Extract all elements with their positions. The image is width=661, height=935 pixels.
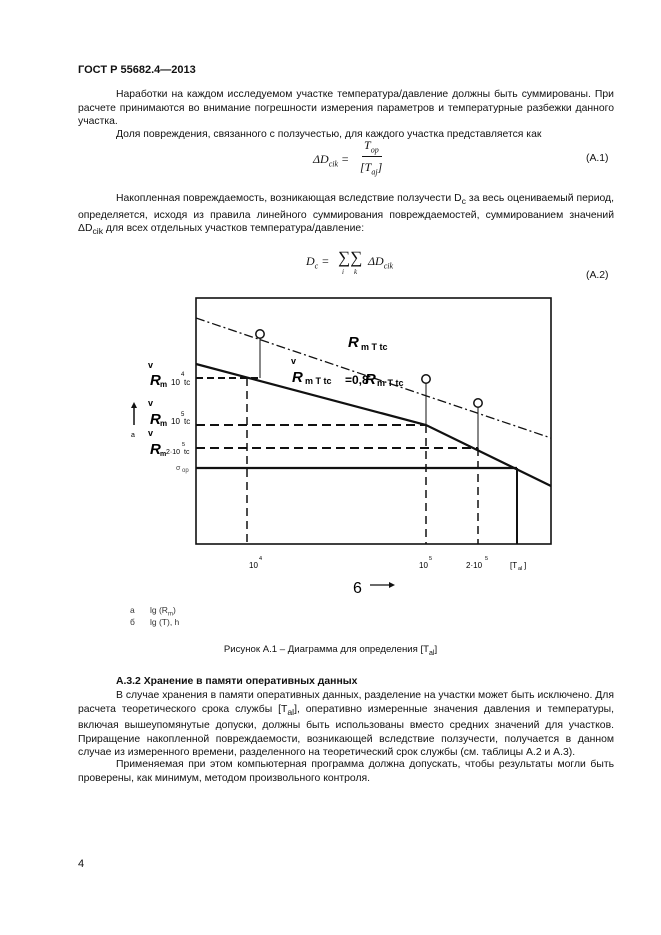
svg-text:σ: σ <box>176 465 181 472</box>
svg-text:R: R <box>150 372 161 389</box>
svg-text:10: 10 <box>249 561 258 570</box>
svg-text:a: a <box>131 432 135 439</box>
equation-number-a2: (A.2) <box>586 270 609 281</box>
point-10e4 <box>256 330 264 338</box>
svg-text:=0,8: =0,8 <box>345 373 369 387</box>
paragraph-accumulated-damage: Накопленная повреждаемость, возникающая вследствие ползучести $D_c$ за весь оцениваемый период, определяется, исходя из правила линейного суммирования повреждаемостей, суммированием значений $\Delta D_{cik}$ для всех отдельных участков температура/давление: <box>78 193 614 237</box>
svg-text:R: R <box>348 334 359 351</box>
svg-text:R: R <box>365 371 376 388</box>
svg-text:m T tc: m T tc <box>361 342 388 352</box>
svg-text:m T tc: m T tc <box>305 376 332 386</box>
equation-number-a1: (A.1) <box>586 153 609 164</box>
section-title: А.3.2 Хранение в памяти оперативных данных <box>116 676 358 687</box>
svg-text:2·10: 2·10 <box>166 449 181 456</box>
legend-text-b: lg (T), h <box>150 617 180 627</box>
y-label-rm-2x10e5 <box>148 428 190 458</box>
paragraph-storage-2: Применяемая при этом компьютерная программа должна допускать, чтобы результаты могли быть проверены, как минимум, методом произвольного контроля. <box>78 759 614 784</box>
svg-text:6: 6 <box>353 580 362 597</box>
svg-text:al: al <box>518 566 523 572</box>
svg-text:v: v <box>148 360 154 370</box>
svg-text:5: 5 <box>182 442 186 448</box>
diagram-frame <box>196 298 551 544</box>
sum-symbol: ∑∑ <box>338 248 363 267</box>
paragraph-damage-share: Доля повреждения, связанного с ползучестью, для каждого участка представляется как <box>116 129 542 140</box>
svg-text:v: v <box>148 428 154 438</box>
page-number: 4 <box>78 858 85 870</box>
svg-text:R: R <box>150 411 161 428</box>
svg-text:5: 5 <box>485 556 489 562</box>
legend-item-b: б <box>130 617 135 627</box>
svg-text:v: v <box>291 356 297 366</box>
x-label-2x10e5 <box>466 556 488 570</box>
y-axis-arrow-icon <box>131 402 137 439</box>
svg-text:2·10: 2·10 <box>466 561 483 570</box>
svg-text:4: 4 <box>181 372 185 378</box>
y-label-rm-10e5 <box>148 398 190 428</box>
svg-text:5: 5 <box>181 412 185 418</box>
svg-text:v: v <box>148 398 154 408</box>
svg-text:10: 10 <box>171 378 180 387</box>
svg-text:m: m <box>160 419 168 428</box>
label-reduced-equation <box>291 356 404 388</box>
svg-text:m: m <box>160 451 167 458</box>
svg-text:m: m <box>160 380 168 389</box>
svg-text:]: ] <box>524 561 527 570</box>
figure-caption: Рисунок А.1 – Диаграмма для определения $[T_{al}]$ <box>223 644 438 657</box>
x-label-tal <box>510 561 526 572</box>
point-10e5 <box>422 375 430 383</box>
x-label-10e5 <box>419 556 432 570</box>
y-label-rm-10e4 <box>148 360 190 389</box>
svg-text:R: R <box>292 369 303 386</box>
svg-text:op: op <box>182 468 189 474</box>
svg-text:10: 10 <box>171 417 180 426</box>
paragraph-operating-hours: Наработки на каждом исследуемом участке температура/давление должны быть суммированы. При расчете принимаются во внимание погрешности измерения параметров и температурные разбежки данного участка. <box>78 89 614 128</box>
paragraph-storage-1: В случае хранения в памяти оперативных данных, разделение на участки может быть исключено. Для расчета теоретического срока службы $[T_{al}]$, оперативно измеренные значения давления и температуры, включая вышеупомянутые допуски, должны быть использованы вместо средних значений для участков. Приращение накопленной повреждаемости, возникающей вследствие ползучести, получается в данном случае из измеренного времени, разделенного на теоретический срок службы (см. таблицы А.2 и А.3). <box>78 690 614 759</box>
svg-text:m T tc: m T tc <box>377 378 404 388</box>
x-label-10e4 <box>249 556 262 570</box>
svg-text:tc: tc <box>184 449 190 456</box>
document-header: ГОСТ Р 55682.4—2013 <box>78 64 196 76</box>
svg-text:4: 4 <box>259 556 263 562</box>
point-2x10e5 <box>474 399 482 407</box>
legend-item-a: a <box>130 605 135 615</box>
legend-text-a: $\lg (R_m)$ <box>150 605 176 618</box>
y-label-sigma-op <box>176 465 189 474</box>
svg-text:tc: tc <box>184 378 191 387</box>
svg-text:5: 5 <box>429 556 433 562</box>
svg-text:10: 10 <box>419 561 428 570</box>
svg-text:R: R <box>150 441 161 458</box>
svg-text:tc: tc <box>184 417 191 426</box>
label-rm-t-tc <box>348 334 388 352</box>
x-axis-arrow-icon <box>353 580 395 597</box>
svg-text:[T: [T <box>510 561 518 570</box>
